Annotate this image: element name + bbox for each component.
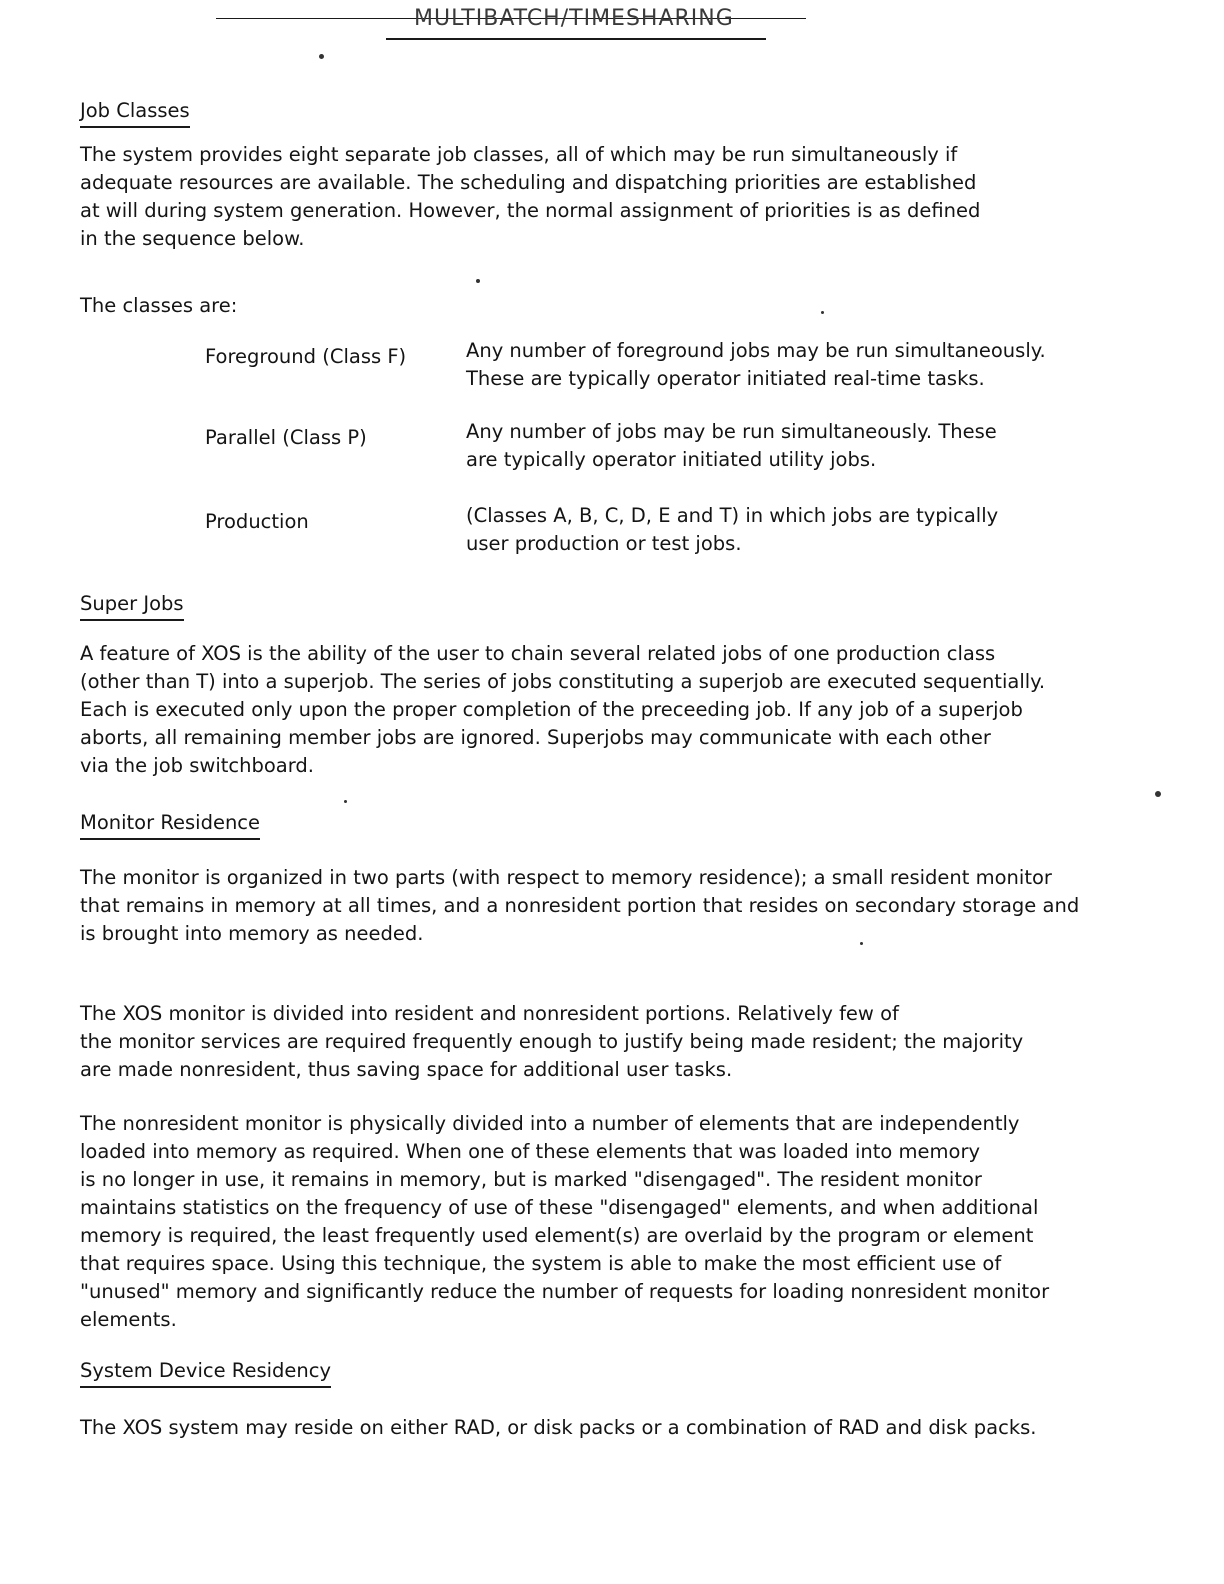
- scan-speck: [860, 942, 863, 945]
- scan-speck: [319, 54, 324, 59]
- job-classes-intro: [80, 141, 1140, 253]
- class-desc-parallel: [466, 418, 1106, 474]
- monitor-residence-line: is no longer in use, it remains in memory, but is marked "disengaged". The resident monitor: [80, 1168, 982, 1191]
- super-jobs-line: A feature of XOS is the ability of the user to chain several related jobs of one production class: [80, 642, 996, 665]
- monitor-residence-line: memory is required, the least frequently used element(s) are overlaid by the program or element: [80, 1224, 1034, 1247]
- class-label-foreground: Foreground (Class F): [205, 345, 407, 368]
- heading-monitor-residence: Monitor Residence: [80, 810, 260, 840]
- monitor-residence-line: maintains statistics on the frequency of use of these "disengaged" elements, and when additional: [80, 1196, 1039, 1219]
- super-jobs-line: via the job switchboard.: [80, 754, 314, 777]
- class-desc-line: are typically operator initiated utility jobs.: [466, 448, 877, 471]
- class-desc-foreground: [466, 337, 1106, 393]
- monitor-residence-line: The XOS monitor is divided into resident and nonresident portions. Relatively few of: [80, 1002, 899, 1025]
- monitor-residence-line: The monitor is organized in two parts (with respect to memory residence); a small resident monitor: [80, 866, 1052, 889]
- class-desc-line: These are typically operator initiated real-time tasks.: [466, 367, 985, 390]
- super-jobs-line: Each is executed only upon the proper completion of the preceeding job. If any job of a superjob: [80, 698, 1023, 721]
- monitor-residence-line: are made nonresident, thus saving space for additional user tasks.: [80, 1058, 733, 1081]
- monitor-residence-line: loaded into memory as required. When one of these elements that was loaded into memory: [80, 1140, 981, 1163]
- class-desc-line: Any number of foreground jobs may be run simultaneously.: [466, 339, 1046, 362]
- super-jobs-line: (other than T) into a superjob. The series of jobs constituting a superjob are executed sequentially.: [80, 670, 1046, 693]
- scan-speck: [821, 311, 824, 314]
- monitor-residence-line: elements.: [80, 1308, 177, 1331]
- class-label-production: Production: [205, 510, 309, 533]
- monitor-residence-line: the monitor services are required frequently enough to justify being made resident; the majority: [80, 1030, 1024, 1053]
- system-device-residency-paragraph: [80, 1414, 1140, 1442]
- classes-lead-text: The classes are:: [80, 294, 238, 317]
- job-classes-intro-line: The system provides eight separate job classes, all of which may be run simultaneously if: [80, 143, 958, 166]
- running-head-title: MULTIBATCH/TIMESHARING: [414, 6, 734, 31]
- scan-speck: [344, 800, 347, 803]
- running-head-underline: [386, 38, 766, 40]
- monitor-residence-line: "unused" memory and significantly reduce the number of requests for loading nonresident monitor: [80, 1280, 1050, 1303]
- class-desc-line: Any number of jobs may be run simultaneously. These: [466, 420, 997, 443]
- heading-job-classes: Job Classes: [80, 98, 190, 128]
- monitor-residence-line: that requires space. Using this technique, the system is able to make the most efficient use of: [80, 1252, 1002, 1275]
- super-jobs-paragraph: [80, 640, 1140, 780]
- job-classes-intro-line: in the sequence below.: [80, 227, 305, 250]
- monitor-residence-line: The nonresident monitor is physically divided into a number of elements that are independently: [80, 1112, 1020, 1135]
- monitor-residence-line: is brought into memory as needed.: [80, 922, 424, 945]
- job-classes-intro-line: at will during system generation. However, the normal assignment of priorities is as defined: [80, 199, 981, 222]
- class-desc-line: user production or test jobs.: [466, 532, 742, 555]
- class-desc-line: (Classes A, B, C, D, E and T) in which jobs are typically: [466, 504, 999, 527]
- monitor-residence-line: that remains in memory at all times, and a nonresident portion that resides on secondary storage and: [80, 894, 1080, 917]
- monitor-residence-paragraph-2: [80, 1000, 1140, 1084]
- heading-super-jobs: Super Jobs: [80, 591, 184, 621]
- scan-speck: [1155, 791, 1161, 797]
- classes-lead: [80, 292, 1140, 320]
- class-desc-production: [466, 502, 1106, 558]
- heading-system-device-residency: System Device Residency: [80, 1358, 331, 1388]
- system-device-residency-line: The XOS system may reside on either RAD, or disk packs or a combination of RAD and disk packs.: [80, 1416, 1037, 1439]
- scan-speck: [476, 279, 480, 283]
- monitor-residence-paragraph-3: [80, 1110, 1140, 1334]
- job-classes-intro-line: adequate resources are available. The scheduling and dispatching priorities are established: [80, 171, 977, 194]
- super-jobs-line: aborts, all remaining member jobs are ignored. Superjobs may communicate with each other: [80, 726, 991, 749]
- class-label-parallel: Parallel (Class P): [205, 426, 367, 449]
- monitor-residence-paragraph-1: [80, 864, 1140, 948]
- running-head: [216, 4, 806, 40]
